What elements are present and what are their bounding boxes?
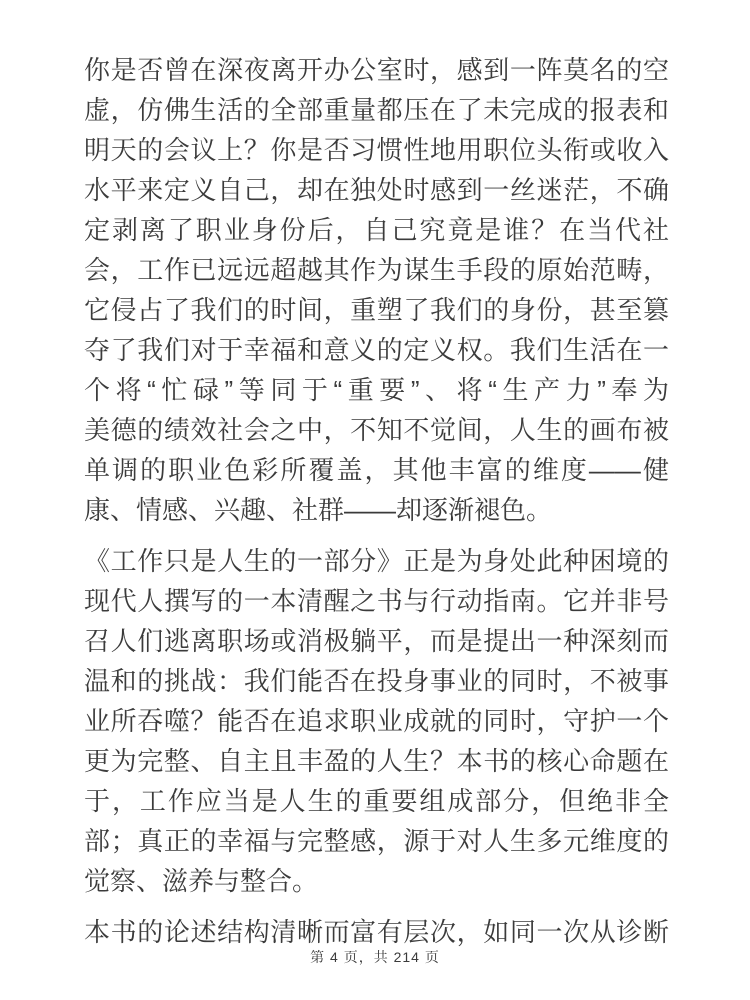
paragraph-3: [84, 912, 669, 952]
paragraph-1: [84, 50, 669, 530]
text-line: 你是否曾在深夜离开办公室时，感到一阵莫名的空: [84, 55, 669, 85]
text-line: 现代人撰写的一本清醒之书与行动指南。它并非号: [84, 586, 669, 616]
text-line: 召人们逃离职场或消极躺平，而是提出一种深刻而: [84, 626, 669, 656]
text-line: 个将“忙碌”等同于“重要”、将“生产力”奉为: [84, 375, 669, 405]
page-number-footer: 第 4 页，共 214 页: [310, 949, 440, 965]
text-line: 业所吞噬？能否在追求职业成就的同时，守护一个: [84, 706, 669, 736]
paragraph-2: [84, 541, 669, 901]
text-line: 《工作只是人生的一部分》正是为身处此种困境的: [84, 546, 669, 576]
text-block: [84, 50, 669, 952]
text-line: 于，工作应当是人生的重要组成部分，但绝非全: [84, 786, 669, 816]
text-line: 单调的职业色彩所覆盖，其他丰富的维度——健: [84, 455, 669, 485]
text-line: 虚，仿佛生活的全部重量都压在了未完成的报表和: [84, 95, 669, 125]
text-line: 定剥离了职业身份后，自己究竟是谁？在当代社: [84, 215, 669, 245]
text-line: 本书的论述结构清晰而富有层次，如同一次从诊断: [84, 917, 669, 947]
text-line: 水平来定义自己，却在独处时感到一丝迷茫，不确: [84, 175, 669, 205]
text-line: 美德的绩效社会之中，不知不觉间，人生的画布被: [84, 415, 669, 445]
text-line: 温和的挑战：我们能否在投身事业的同时，不被事: [84, 666, 669, 696]
text-line: 觉察、滋养与整合。: [84, 866, 319, 896]
text-line: 会，工作已远远超越其作为谋生手段的原始范畴，: [84, 255, 669, 285]
text-line: 更为完整、自主且丰盈的人生？本书的核心命题在: [84, 746, 669, 776]
text-line: 康、情感、兴趣、社群——却逐渐褪色。: [84, 495, 553, 525]
text-line: 它侵占了我们的时间，重塑了我们的身份，甚至篡: [84, 295, 669, 325]
text-line: 明天的会议上？你是否习惯性地用职位头衔或收入: [84, 135, 669, 165]
text-line: 夺了我们对于幸福和意义的定义权。我们生活在一: [84, 335, 669, 365]
text-line: 部；真正的幸福与完整感，源于对人生多元维度的: [84, 826, 669, 856]
